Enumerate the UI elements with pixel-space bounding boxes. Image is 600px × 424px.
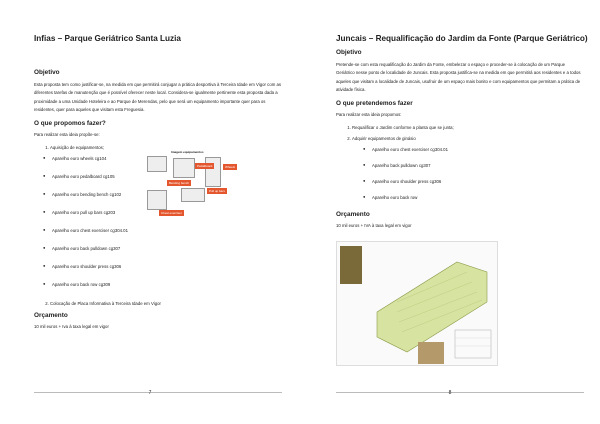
list-item: ● Aparelho euro back pulldown cg307 [52, 246, 282, 251]
garden-photo [340, 246, 362, 284]
page-title: Juncais – Requalificação do Jardim da Fonte (Parque Geriátrico) [336, 34, 588, 43]
step-item: 1. Requalificar o Jardim conforme a planta que se junta; [352, 125, 584, 130]
step-item: 2. Adquirir equipamentos de ginásio [352, 136, 584, 141]
machine-image [205, 157, 221, 187]
objetivo-heading: Objetivo [336, 49, 362, 56]
image-tag: Pedalboard [197, 164, 213, 168]
garden-photo [418, 342, 444, 364]
list-item: ● Aparelho back pulldown cg307 [372, 163, 584, 168]
page-number: 7 [148, 390, 152, 396]
list-item: ● Aparelho euro chest exerciser cg304.01 [372, 147, 584, 152]
image-tag: Pull up bars [209, 189, 225, 193]
image-tag: Chest exerciser [161, 211, 182, 215]
orcamento-heading: Orçamento [34, 312, 68, 320]
list-item: ● Aparelho euro wheels cg104 [52, 156, 282, 161]
proposta-intro: Para realizar esta ideia propomos: [336, 112, 402, 118]
list-item: ● Aparelho euro shoulder press cg306 [372, 179, 584, 184]
list-item: ● Aparelho euro back row [372, 195, 584, 200]
list-item: ● Aparelho euro back row cg309 [52, 282, 282, 287]
step-item: 1. Aquisição de equipamentos; [50, 145, 282, 150]
proposta-intro: Para realizar esta ideia propõe-se: [34, 132, 100, 138]
image-tag: Bending bench [169, 181, 190, 185]
steps-list [336, 125, 584, 141]
machine-image [147, 156, 167, 172]
page-title: Infias – Parque Geriátrico Santa Luzia [34, 34, 181, 43]
machine-image [181, 188, 205, 202]
proposta-heading: O que pretendemos fazer [336, 100, 413, 108]
objetivo-text: Esta proposta tem como justificar-se, na medida em que permitirá conjugar a prática desportiva à Terceira Idade em Vigor com as diferentes tarefas de manutenção que é possível oferecer neste local. Considera-se igualmente pertinente esta proposta dada a proximidade a uma Unidade Hoteleira e ao Parque de Merendas, pelo que será um equipamento importante quer para os residentes, quer para aqueles que visitam esta Freguesia. [34, 82, 282, 112]
objetivo-heading: Objetivo [34, 69, 60, 76]
list-item: ● Aparelho euro bending bench cg102 [52, 192, 282, 197]
list-item: ● Aparelho euro shoulder press cg306 [52, 264, 282, 269]
steps-list-continued [34, 301, 282, 306]
equipment-image [145, 150, 243, 220]
image-header: Imagem equipamentos [171, 150, 204, 154]
proposta-heading: O que propomos fazer? [34, 120, 106, 128]
equipment-list [336, 147, 584, 200]
list-item: ● Aparelho euro pedalboard cg105 [52, 174, 282, 179]
list-item: ● Aparelho euro chest exerciser cg304.01 [52, 228, 282, 233]
objetivo-text: Pretende-se com esta requalificação do Jardim da Fonte, embelezar o espaço e proceder-se à colocação de um Parque Geriátrico nesse ponto de localidade de Juncais. Esta proposta justifica-se na medida em que permitirá aos residentes e a todos aqueles que visitam a localidade de Juncais, usufruir de um espaço mais bonito e com equipamentos que permitam a prática de atividade física. [336, 62, 581, 92]
orcamento-text: 10 mil euros + IVA à taxa legal em vigor [336, 223, 412, 229]
image-tag: Wheels [225, 165, 236, 169]
step-item: 2. Colocação de Placa Informativa à Terceira Idade em Vigor [50, 301, 282, 306]
list-item: ● Aparelho euro pull up bars cg203 [52, 210, 282, 215]
machine-image [147, 190, 167, 210]
orcamento-text: 10 mil euros + Iva à taxa legal em vigor [34, 324, 109, 330]
machine-image [173, 158, 195, 178]
page-number: 8 [448, 390, 452, 396]
orcamento-heading: Orçamento [336, 211, 370, 219]
